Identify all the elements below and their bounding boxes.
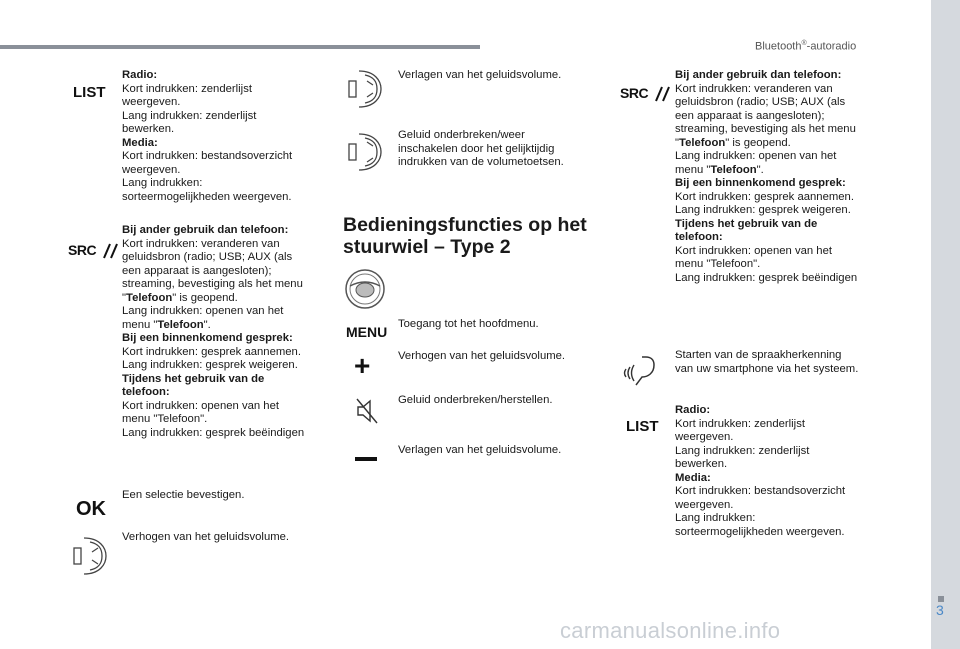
src-description-2: [675, 69, 857, 285]
during-call-text-2: Kort indrukken: openen van het menu "Telefoon". Lang indrukken: gesprek beëindigen: [675, 244, 858, 284]
call-text: Kort indrukken: veranderen van geluidsbron (radio; USB; AUX (als een apparaat is aangesloten); streaming, bevestiging als het menu ": [122, 237, 303, 304]
header-title: Bluetooth: [755, 40, 802, 53]
list-description: [122, 69, 292, 204]
list-description-2: [675, 404, 845, 539]
volume-wheel-down-icon: [345, 67, 385, 111]
call-text-2: " is geopend. Lang indrukken: openen van het menu ": [122, 291, 284, 331]
page-header: [755, 40, 856, 53]
header-title-suffix: -autoradio: [806, 40, 857, 53]
media-text-2: Kort indrukken: bestandsoverzicht weergeven. Lang indrukken: sorteermogelijkheden weergeven.: [675, 485, 846, 538]
incoming-text: Kort indrukken: gesprek aannemen. Lang indrukken: gesprek weigeren.: [122, 345, 301, 371]
menu-button-icon: MENU: [346, 324, 388, 340]
during-call-text: Kort indrukken: openen van het menu "Telefoon". Lang indrukken: gesprek beëindigen: [122, 399, 305, 439]
ok-description: Een selectie bevestigen.: [122, 489, 245, 501]
media-title-2: Media:: [675, 471, 711, 484]
volume-wheel-mute-icon: [345, 130, 385, 174]
minus-icon: [355, 457, 377, 461]
radio-title-2: Radio:: [675, 404, 711, 416]
call-text-3: ".: [203, 318, 211, 331]
incoming-title-2: Bij een binnenkomend gesprek:: [675, 177, 846, 189]
telefoon-label-b2: Telefoon: [710, 163, 757, 176]
media-text: Kort indrukken: bestandsoverzicht weergeven. Lang indrukken: sorteermogelijkheden weergeven.: [122, 150, 293, 203]
steering-wheel-icon: [344, 268, 386, 310]
volume-down-description: Verlagen van het geluidsvolume.: [398, 69, 562, 81]
src-label: SRC: [68, 242, 97, 258]
page-sidebar: [931, 0, 960, 649]
telefoon-label-2: Telefoon: [157, 318, 204, 331]
incoming-text-2: Kort indrukken: gesprek aannemen. Lang indrukken: gesprek weigeren.: [675, 190, 854, 216]
call-text-b: Kort indrukken: veranderen van geluidsbron (radio; USB; AUX (als een apparaat is aangesloten); streaming, bevestiging als het menu ": [675, 82, 856, 149]
radio-text-2: Kort indrukken: zenderlijst weergeven. Lang indrukken: zenderlijst bewerken.: [675, 417, 810, 470]
menu-description: Toegang tot het hoofdmenu.: [398, 318, 539, 330]
mute-speaker-icon: [356, 397, 378, 425]
call-text-b3: ".: [756, 163, 764, 176]
radio-title: Radio:: [122, 69, 158, 81]
section-heading: Bedieningsfuncties op het stuurwiel – Type 2: [343, 214, 587, 258]
during-call-title-2: Tijdens het gebruik van de telefoon:: [675, 217, 818, 243]
src-description: [122, 224, 304, 440]
call-title-2: Bij ander gebruik dan telefoon:: [675, 69, 842, 81]
minus-description: Verlagen van het geluidsvolume.: [398, 444, 562, 456]
call-text-b2: " is geopend. Lang indrukken: openen van het menu ": [675, 136, 837, 176]
telefoon-label-b: Telefoon: [679, 136, 726, 149]
plus-icon: +: [354, 350, 371, 381]
media-title: Media:: [122, 136, 158, 149]
incoming-title: Bij een binnenkomend gesprek:: [122, 332, 293, 344]
plus-description: Verhogen van het geluidsvolume.: [398, 350, 566, 362]
list-button-icon-2: LIST: [626, 418, 659, 435]
ok-button-icon: OK: [76, 498, 106, 520]
page-number: 3: [936, 602, 944, 618]
voice-recognition-icon: [622, 355, 658, 389]
watermark: carmanualsonline.info: [560, 618, 781, 643]
mute-toggle-description: Geluid onderbreken/herstellen.: [398, 394, 553, 406]
src-label-2: SRC: [620, 85, 649, 101]
volume-wheel-up-icon: [70, 534, 110, 578]
call-title: Bij ander gebruik dan telefoon:: [122, 224, 289, 236]
list-button-icon: LIST: [73, 84, 106, 101]
volume-up-description: Verhogen van het geluidsvolume.: [122, 531, 290, 543]
during-call-title: Tijdens het gebruik van de telefoon:: [122, 372, 265, 398]
header-registered-mark: ®: [801, 40, 807, 47]
src-phone-icon: [68, 242, 120, 260]
mute-description: Geluid onderbreken/weer inschakelen door het gelijktijdig indrukken van de volumetoetsen.: [398, 129, 564, 168]
src-phone-icon-2: [620, 85, 672, 103]
radio-text: Kort indrukken: zenderlijst weergeven. Lang indrukken: zenderlijst bewerken.: [122, 82, 257, 135]
telefoon-label: Telefoon: [126, 291, 173, 304]
voice-description: Starten van de spraakherkenning van uw smartphone via het systeem.: [675, 349, 859, 375]
header-rule: [0, 45, 480, 49]
